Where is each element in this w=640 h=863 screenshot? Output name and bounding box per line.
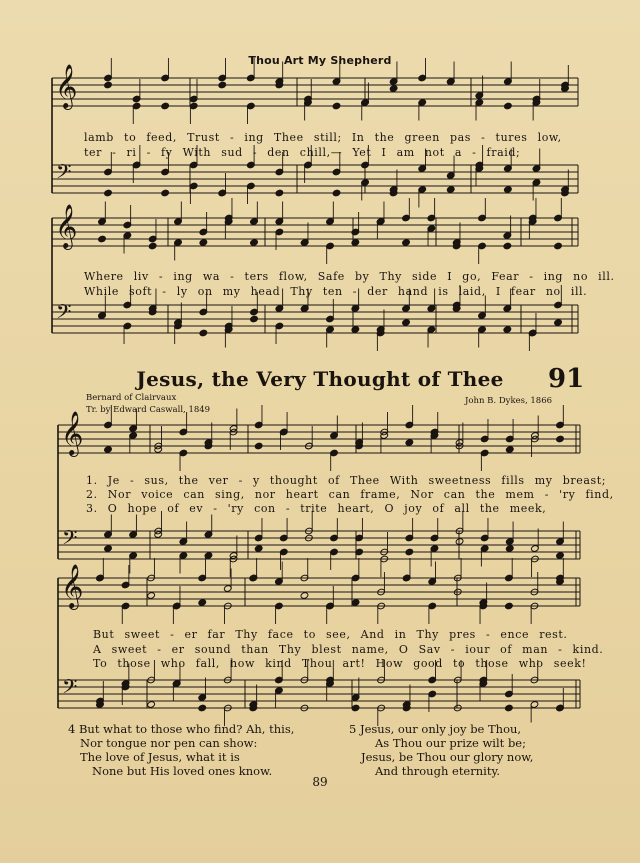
- note-head: [389, 85, 398, 93]
- bass-clef-icon: 𝄢: [62, 525, 78, 554]
- note-head: [446, 186, 455, 194]
- note-head: [405, 548, 414, 556]
- bass-clef-icon: 𝄢: [56, 299, 72, 328]
- hymn-composer: John B. Dykes, 1866: [465, 396, 553, 406]
- note-head: [505, 602, 514, 610]
- note-head: [332, 189, 341, 197]
- verse-5-line-2: As Thou our prize wilt be;: [375, 736, 526, 750]
- note-head: [104, 189, 113, 197]
- note-head: [98, 235, 107, 243]
- note-head: [161, 189, 170, 197]
- verse-4-line-3: The love of Jesus, what it is: [80, 750, 240, 764]
- verse-4-line-4: None but His loved ones know.: [92, 764, 273, 778]
- hymn-title: Jesus, the Very Thought of Thee: [136, 367, 504, 391]
- note-head: [332, 102, 341, 110]
- note-head: [405, 439, 414, 447]
- upper-lyric-line-2: ter - ri - fy With sud - den chill,— Yet I am not a - fraid;: [84, 146, 521, 159]
- note-head: [503, 242, 512, 250]
- treble-clef-icon: 𝄞: [61, 564, 84, 608]
- note-head: [218, 81, 227, 89]
- note-head: [104, 81, 113, 89]
- treble-clef-icon: 𝄞: [55, 64, 78, 108]
- note-head: [351, 239, 360, 247]
- note-head: [199, 239, 208, 247]
- verse-5: [349, 722, 533, 778]
- verse-5-line-3: Jesus, be Thou our glory now,: [361, 750, 534, 764]
- verse-4-line-2: Nor tongue nor pen can show:: [80, 736, 258, 750]
- note-head: [505, 545, 514, 553]
- note-head: [198, 704, 207, 712]
- note-head: [554, 242, 563, 250]
- note-head: [503, 326, 512, 334]
- note-head: [198, 599, 207, 607]
- hymn-author: Bernard of Clairvaux: [86, 393, 177, 403]
- note-head: [402, 239, 411, 247]
- verse-5-line-1: 5 Jesus, our only joy be Thou,: [349, 722, 522, 736]
- note-head: [504, 102, 513, 110]
- note-head: [250, 315, 259, 323]
- note-head: [351, 599, 360, 607]
- note-head: [504, 186, 513, 194]
- hymn-lyric-s2-v2: A sweet - er sound than Thy blest name, O Sav - iour of man - kind.: [93, 643, 604, 656]
- note-head: [147, 592, 156, 600]
- note-head: [351, 704, 360, 712]
- note-head: [505, 446, 514, 454]
- note-head: [455, 538, 464, 546]
- hymn-translator: Tr. by Edward Caswall, 1849: [86, 405, 211, 415]
- note-head: [104, 545, 113, 553]
- upper-lyric-line-4: While soft - ly on my head Thy ten - der hand is laid, I fear no ill.: [84, 285, 588, 298]
- page-header: Thou Art My Shepherd: [248, 54, 392, 67]
- upper-lyric-line-1: lamb to feed, Trust - ing Thee still; In the green pas - tures low,: [84, 131, 562, 144]
- note-head: [505, 704, 514, 712]
- note-head: [275, 189, 284, 197]
- note-head: [254, 545, 263, 553]
- verse-5-line-4: And through eternity.: [375, 764, 501, 778]
- note-head: [556, 435, 565, 443]
- note-head: [351, 326, 360, 334]
- treble-clef-icon: 𝄞: [55, 204, 78, 248]
- note-head: [402, 319, 411, 327]
- note-head: [250, 239, 259, 247]
- hymn-lyric-s1-v3: 3. O hope of ev - 'ry con - trite heart, O joy of all the meek,: [86, 502, 547, 515]
- note-head: [147, 701, 156, 709]
- note-head: [104, 446, 113, 454]
- note-head: [300, 592, 309, 600]
- hymn-lyric-s2-v1: But sweet - er far Thy face to see, And in Thy pres - ence rest.: [93, 628, 568, 641]
- verse-4: [68, 722, 294, 778]
- bass-clef-icon: 𝄢: [62, 674, 78, 703]
- note-head: [199, 329, 208, 337]
- upper-lyric-line-3: Where liv - ing wa - ters flow, Safe by Thy side I go, Fear - ing no ill.: [84, 270, 615, 283]
- hymn-number: 91: [548, 364, 585, 394]
- hymn-lyric-s1-v1: 1. Je - sus, the ver - y thought of Thee With sweetness fills my breast;: [86, 474, 607, 487]
- page-number: 89: [312, 775, 328, 789]
- note-head: [161, 102, 170, 110]
- verse-4-line-1: 4 But what to those who find? Ah, this,: [68, 722, 295, 736]
- note-head: [254, 442, 263, 450]
- hymn-lyric-s2-v3: To those who fall, how kind Thou art! How good to those who seek!: [93, 657, 587, 670]
- treble-clef-icon: 𝄞: [61, 411, 84, 455]
- note-head: [148, 242, 157, 250]
- bass-clef-icon: 𝄢: [56, 159, 72, 188]
- hymn-lyric-s1-v2: 2. Nor voice can sing, nor heart can frame, Nor can the mem - 'ry find,: [86, 488, 614, 501]
- note-head: [554, 319, 563, 327]
